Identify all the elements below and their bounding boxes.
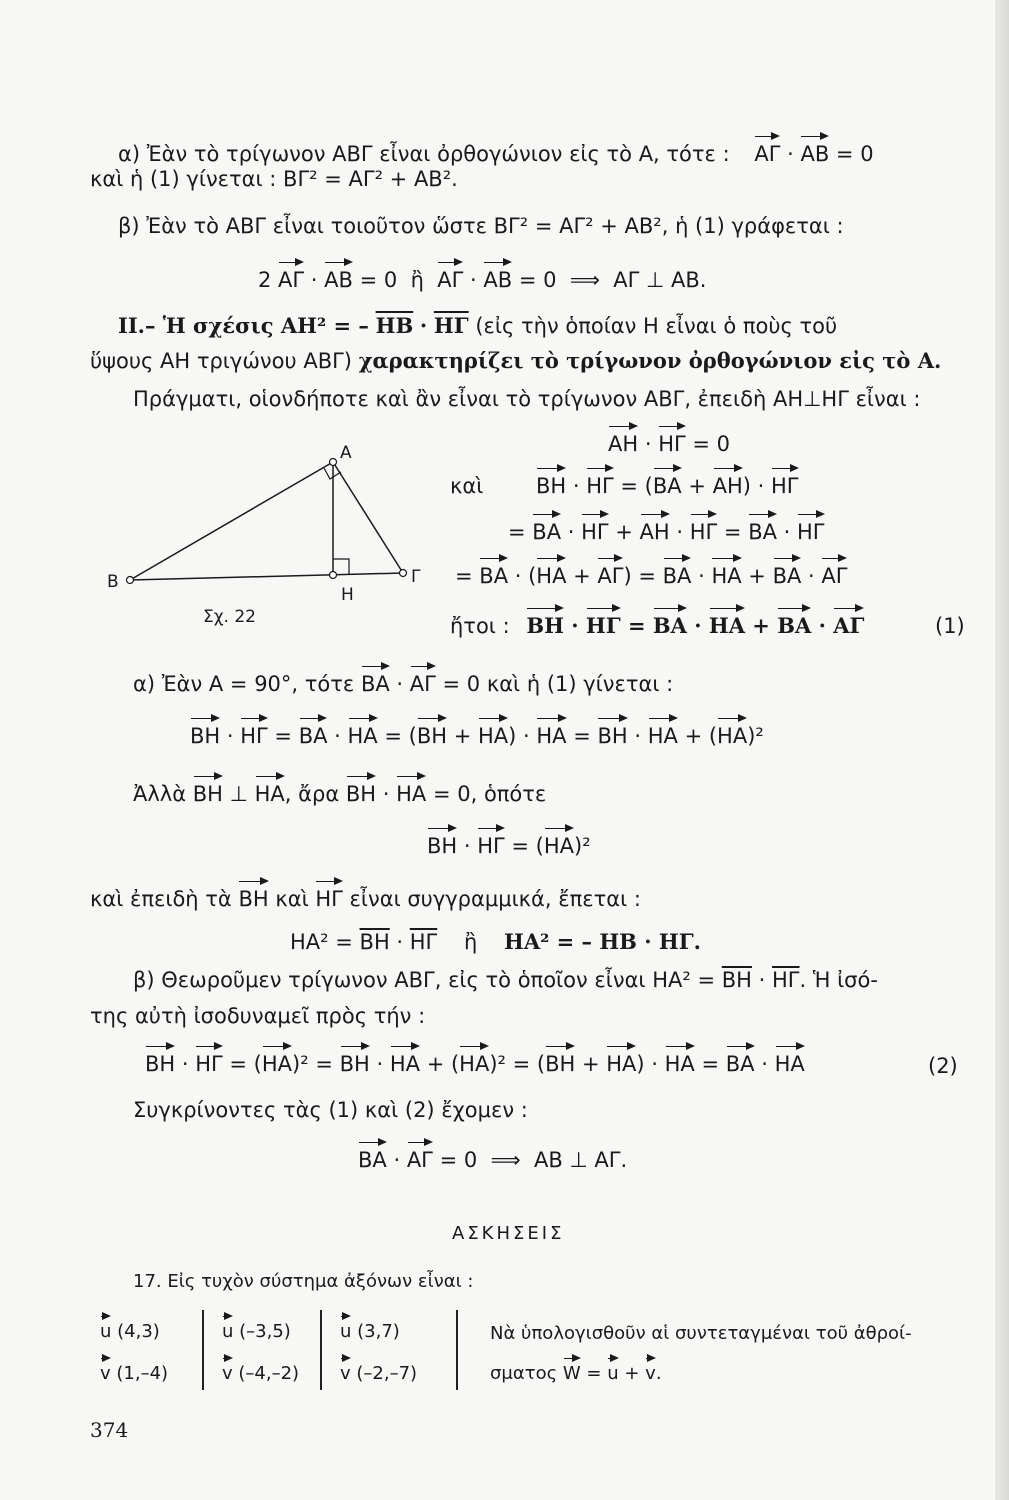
foot-h — [330, 572, 337, 579]
exercise-task-line1: Νὰ ὑπολογισθοῦν αἱ συντεταγμέναι τοῦ ἀθροί- — [490, 1323, 912, 1344]
vertex-g — [400, 570, 407, 577]
section-ii-line3: Πράγματι, οἱονδήποτε καὶ ἂν εἶναι τὸ τρίγωνον ΑΒΓ, ἐπειδὴ ΑΗ⊥ΗΓ εἶναι : — [133, 387, 921, 411]
exercises-heading: ΑΣΚΗΣΕΙΣ — [452, 1223, 565, 1244]
table-rule-3 — [456, 1310, 458, 1390]
para-a1-line1: α) Ἐὰν τὸ τρίγωνον ΑΒΓ εἶναι ὀρθογώνιον εἰς τὸ Α, τότε : ΑΓ · ΑΒ = 0 — [118, 130, 874, 168]
label-b: Β — [107, 572, 119, 592]
vector-u-col2: u (–3,5) — [222, 1310, 291, 1346]
vertex-a — [330, 459, 337, 466]
para-a1-line2: καὶ ἡ (1) γίνεται : ΒΓ² = ΑΓ² + ΑΒ². — [90, 167, 458, 191]
table-rule-2 — [320, 1310, 322, 1390]
eq-number-2: (2) — [928, 1054, 958, 1078]
eq-bh-hg-step3: = ΒΑ · (ΗΑ + ΑΓ) = ΒΑ · ΗΑ + ΒΑ · ΑΓ — [455, 552, 847, 590]
vector-u-col3: u (3,7) — [340, 1310, 400, 1346]
eq-ah-hg: ΑΗ · ΗΓ = 0 — [608, 420, 730, 458]
exercise-task-line2: σματος W = u + v. — [490, 1352, 662, 1388]
label-a: Α — [340, 443, 352, 463]
para-a2-collinear: καὶ ἐπειδὴ τὰ ΒΗ καὶ ΗΓ εἶναι συγγραμμικά, ἔπεται : — [90, 875, 641, 913]
eq-alla: Ἀλλὰ ΒΗ ⊥ ΗΑ, ἄρα ΒΗ · ΗΑ = 0, ὁπότε — [133, 770, 546, 808]
page-edge — [995, 0, 1009, 1500]
para-b2-compare: Συγκρίνοντες τὰς (1) καὶ (2) ἔχομεν : — [133, 1098, 528, 1122]
eq-2: ΒΗ · ΗΓ = (ΗΑ)² = ΒΗ · ΗΑ + (ΗΑ)² = (ΒΗ + ΗΑ) · ΗΑ = ΒΑ · ΗΑ — [145, 1040, 805, 1078]
eq-ha-squared: $HA^2 = \overline{BH} \cdot \overline{H\Gamma}$ ἢ ΗΑ² = – ΗΒ · ΗΓ. — [290, 929, 701, 954]
label-h: Η — [341, 585, 354, 605]
eq-itoi-1: ἤτοι : ΒΗ · ΗΓ = ΒΑ · ΗΑ + ΒΑ · ΑΓ — [450, 602, 864, 640]
vector-u-col1: u (4,3) — [100, 1310, 160, 1346]
para-b2-line2: της αὐτὴ ἰσοδυναμεῖ πρὸς τήν : — [90, 1004, 426, 1028]
exercise-17: 17. Εἰς τυχὸν σύστημα ἀξόνων εἶναι : — [133, 1271, 474, 1292]
para-a2-line1: α) Ἐὰν Α = 90°, τότε ΒΑ · ΑΓ = 0 καὶ ἡ (1) γίνεται : — [133, 660, 673, 698]
eq-number-1: (1) — [935, 614, 965, 638]
section-ii-line1: ΙΙ.– Ἡ σχέσις ΑΗ² = – $\overline{HB} \cdot \overline{H\Gamma}$ (εἰς τὴν ὁποίαν Η εἶναι ὁ ποὺς τοῦ — [118, 313, 838, 338]
para-b1-line1: β) Ἐὰν τὸ ΑΒΓ εἶναι τοιοῦτον ὥστε ΒΓ² = ΑΓ² + ΑΒ², ἡ (1) γράφεται : — [118, 214, 844, 238]
eq-bh-hg-step2: = ΒΑ · ΗΓ + ΑΗ · ΗΓ = ΒΑ · ΗΓ — [508, 508, 825, 546]
eq-bh-hg-squared: ΒΗ · ΗΓ = (ΗΑ)² — [427, 822, 591, 860]
side-ag — [333, 462, 403, 573]
eq-bh-hg-expand: ΒΗ · ΗΓ = (ΒΑ + ΑΗ) · ΗΓ — [536, 462, 799, 500]
vector-v-col3: v (–2,–7) — [340, 1352, 417, 1388]
page-number: 374 — [90, 1418, 129, 1442]
vertex-b — [127, 577, 134, 584]
eq-final: ΒΑ · ΑΓ = 0 ⟹ ΑΒ ⊥ ΑΓ. — [358, 1136, 627, 1174]
section-ii-line2: ὕψους ΑΗ τριγώνου ΑΒΓ) χαρακτηρίζει τὸ τρίγωνον ὀρθογώνιον εἰς τὸ Α. — [90, 348, 942, 373]
para-b2-line1: β) Θεωροῦμεν τρίγωνον ΑΒΓ, εἰς τὸ ὁποῖον εἶναι $HA^2 = \overline{BH} \cdot \overline{H\Gamma}$. Ἡ ἰσό- — [133, 968, 878, 992]
eq-a2-main: ΒΗ · ΗΓ = ΒΑ · ΗΑ = (ΒΗ + ΗΑ) · ΗΑ = ΒΗ · ΗΑ + (ΗΑ)² — [190, 712, 764, 750]
para-b1-equation: 2 ΑΓ · ΑΒ = 0 ἢ ΑΓ · ΑΒ = 0 ⟹ ΑΓ ⊥ ΑΒ. — [258, 256, 706, 294]
vector-v-col1: v (1,–4) — [100, 1352, 168, 1388]
figure-caption: Σχ. 22 — [203, 607, 257, 627]
word-kai: καὶ — [450, 474, 484, 498]
vector-v-col2: v (–4,–2) — [222, 1352, 299, 1388]
label-g: Γ — [411, 567, 421, 587]
side-ba — [130, 462, 333, 580]
triangle-figure — [95, 440, 440, 635]
side-bg — [130, 573, 403, 580]
table-rule-1 — [202, 1310, 204, 1390]
